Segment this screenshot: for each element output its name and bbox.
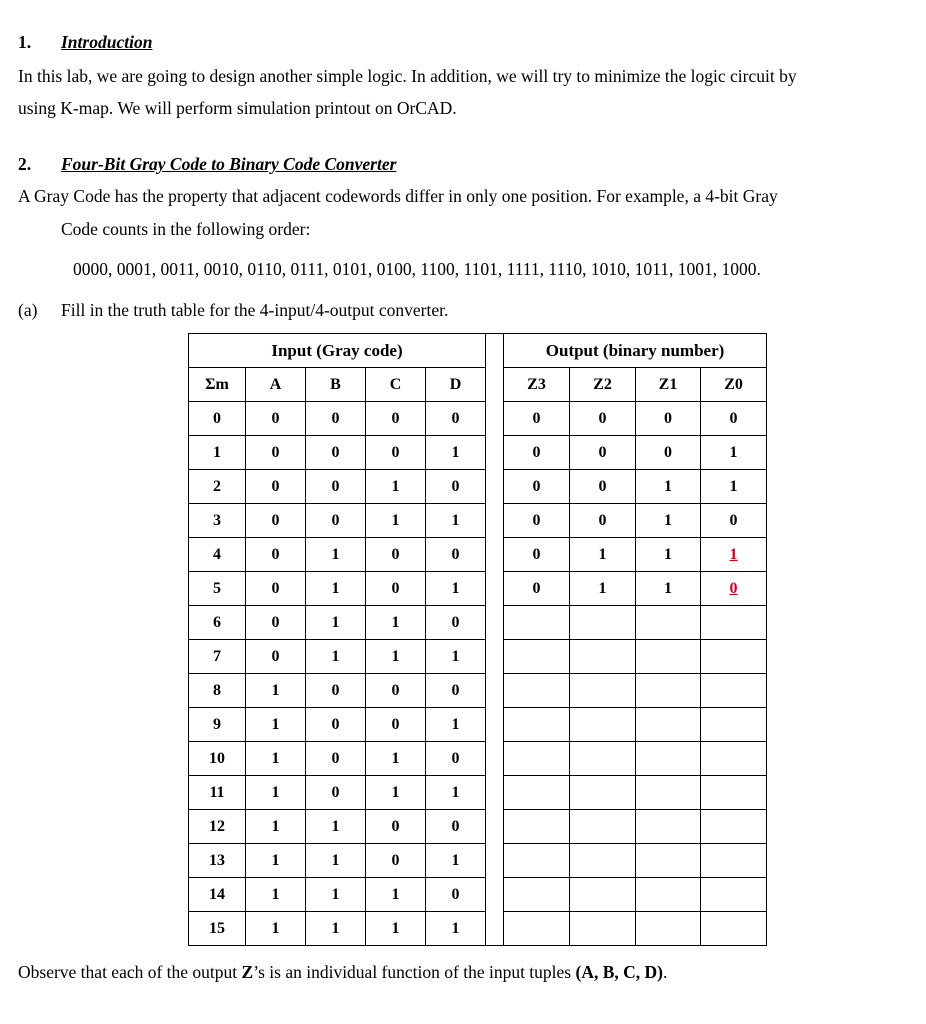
cell-z0: 0 xyxy=(701,572,767,606)
cell-b: 0 xyxy=(306,470,366,504)
cell-z0 xyxy=(701,776,767,810)
cell-m: 9 xyxy=(189,708,246,742)
cell-z1: 0 xyxy=(636,436,701,470)
cell-a: 1 xyxy=(246,878,306,912)
cell-z3: 0 xyxy=(504,402,570,436)
table-row xyxy=(189,742,767,776)
cell-z3 xyxy=(504,878,570,912)
cell-m: 6 xyxy=(189,606,246,640)
table-row xyxy=(189,436,767,470)
cell-z0: 0 xyxy=(701,402,767,436)
cell-a: 0 xyxy=(246,402,306,436)
cell-z0: 1 xyxy=(701,436,767,470)
cell-m: 7 xyxy=(189,640,246,674)
cell-a: 0 xyxy=(246,436,306,470)
table-row xyxy=(189,810,767,844)
cell-z1 xyxy=(636,742,701,776)
cell-z0: 1 xyxy=(701,538,767,572)
cell-z3 xyxy=(504,674,570,708)
cell-m: 11 xyxy=(189,776,246,810)
cell-z2 xyxy=(570,708,636,742)
table-row xyxy=(189,912,767,946)
cell-z2: 1 xyxy=(570,572,636,606)
gray-code-paragraph-line-1: A Gray Code has the property that adjacent codewords differ in only one position. For example, a 4-bit Gray xyxy=(18,186,778,206)
cell-z2 xyxy=(570,674,636,708)
table-separator xyxy=(486,334,504,946)
cell-b: 1 xyxy=(306,912,366,946)
cell-z2: 0 xyxy=(570,470,636,504)
cell-z0: 0 xyxy=(701,504,767,538)
intro-paragraph-line-1: In this lab, we are going to design another simple logic. In addition, we will try to minimize the logic circuit by xyxy=(18,66,797,86)
cell-d: 0 xyxy=(426,538,486,572)
table-column-header-row xyxy=(189,368,767,402)
cell-m: 14 xyxy=(189,878,246,912)
cell-m: 0 xyxy=(189,402,246,436)
cell-c: 0 xyxy=(366,436,426,470)
table-group-header-row xyxy=(189,334,767,368)
cell-z2: 0 xyxy=(570,504,636,538)
cell-c: 0 xyxy=(366,572,426,606)
part-a-instruction xyxy=(18,300,448,321)
column-header-a: A xyxy=(246,368,306,402)
cell-a: 1 xyxy=(246,844,306,878)
cell-d: 0 xyxy=(426,402,486,436)
cell-z2 xyxy=(570,742,636,776)
cell-b: 0 xyxy=(306,742,366,776)
cell-z2 xyxy=(570,844,636,878)
cell-z3 xyxy=(504,742,570,776)
cell-z0 xyxy=(701,844,767,878)
cell-z1: 1 xyxy=(636,572,701,606)
cell-m: 15 xyxy=(189,912,246,946)
table-row xyxy=(189,844,767,878)
cell-m: 12 xyxy=(189,810,246,844)
cell-m: 5 xyxy=(189,572,246,606)
cell-z1: 1 xyxy=(636,538,701,572)
cell-c: 0 xyxy=(366,402,426,436)
cell-z3: 0 xyxy=(504,504,570,538)
observation-text-mid: ’s is an individual function of the input tuples xyxy=(253,962,576,982)
table-row xyxy=(189,572,767,606)
cell-c: 1 xyxy=(366,742,426,776)
observation-tuple: (A, B, C, D) xyxy=(575,962,663,982)
cell-c: 1 xyxy=(366,470,426,504)
cell-b: 1 xyxy=(306,606,366,640)
cell-z2 xyxy=(570,810,636,844)
cell-z0: 1 xyxy=(701,470,767,504)
cell-a: 0 xyxy=(246,504,306,538)
cell-d: 0 xyxy=(426,810,486,844)
cell-z2 xyxy=(570,878,636,912)
table-row xyxy=(189,708,767,742)
cell-z3 xyxy=(504,844,570,878)
cell-z3: 0 xyxy=(504,470,570,504)
column-header-b: B xyxy=(306,368,366,402)
cell-m: 10 xyxy=(189,742,246,776)
cell-b: 1 xyxy=(306,844,366,878)
cell-z1: 0 xyxy=(636,402,701,436)
cell-z3 xyxy=(504,640,570,674)
table-row xyxy=(189,402,767,436)
cell-a: 1 xyxy=(246,708,306,742)
observation-text-end: . xyxy=(663,962,668,982)
cell-d: 0 xyxy=(426,470,486,504)
cell-z3 xyxy=(504,912,570,946)
cell-c: 1 xyxy=(366,878,426,912)
table-row xyxy=(189,606,767,640)
cell-m: 2 xyxy=(189,470,246,504)
cell-m: 3 xyxy=(189,504,246,538)
cell-d: 1 xyxy=(426,640,486,674)
table-row xyxy=(189,538,767,572)
cell-m: 13 xyxy=(189,844,246,878)
cell-a: 0 xyxy=(246,640,306,674)
cell-z1 xyxy=(636,674,701,708)
cell-d: 1 xyxy=(426,436,486,470)
column-header-d: D xyxy=(426,368,486,402)
cell-b: 0 xyxy=(306,504,366,538)
table-row xyxy=(189,878,767,912)
cell-a: 0 xyxy=(246,470,306,504)
cell-z1 xyxy=(636,776,701,810)
table-row xyxy=(189,504,767,538)
cell-z3 xyxy=(504,606,570,640)
cell-b: 1 xyxy=(306,538,366,572)
section-1-title: Introduction xyxy=(61,32,153,52)
cell-b: 1 xyxy=(306,878,366,912)
table-row xyxy=(189,640,767,674)
cell-d: 0 xyxy=(426,674,486,708)
cell-z3 xyxy=(504,708,570,742)
cell-b: 1 xyxy=(306,640,366,674)
cell-c: 1 xyxy=(366,504,426,538)
cell-c: 0 xyxy=(366,538,426,572)
cell-z1 xyxy=(636,810,701,844)
gray-code-sequence: 0000, 0001, 0011, 0010, 0110, 0111, 0101, 0100, 1100, 1101, 1111, 1110, 1010, 1011, 1001, 1000. xyxy=(73,259,761,279)
cell-z2 xyxy=(570,776,636,810)
cell-z0 xyxy=(701,708,767,742)
cell-c: 0 xyxy=(366,810,426,844)
column-header-z1: Z1 xyxy=(636,368,701,402)
cell-z2 xyxy=(570,606,636,640)
cell-a: 1 xyxy=(246,776,306,810)
cell-c: 0 xyxy=(366,844,426,878)
observation-text-start: Observe that each of the output xyxy=(18,962,242,982)
input-group-header: Input (Gray code) xyxy=(189,334,486,368)
cell-z2 xyxy=(570,640,636,674)
cell-m: 4 xyxy=(189,538,246,572)
cell-z1: 1 xyxy=(636,504,701,538)
cell-b: 0 xyxy=(306,436,366,470)
cell-z2: 0 xyxy=(570,402,636,436)
cell-z1 xyxy=(636,708,701,742)
section-1-number: 1. xyxy=(18,32,32,52)
cell-z0 xyxy=(701,674,767,708)
cell-c: 1 xyxy=(366,912,426,946)
cell-d: 1 xyxy=(426,708,486,742)
cell-b: 0 xyxy=(306,402,366,436)
cell-c: 1 xyxy=(366,606,426,640)
section-2-heading xyxy=(18,154,396,175)
truth-table xyxy=(188,333,767,946)
cell-c: 0 xyxy=(366,708,426,742)
cell-z2: 0 xyxy=(570,436,636,470)
cell-z1: 1 xyxy=(636,470,701,504)
cell-z3 xyxy=(504,776,570,810)
cell-d: 1 xyxy=(426,912,486,946)
cell-a: 1 xyxy=(246,742,306,776)
cell-a: 1 xyxy=(246,912,306,946)
cell-z0 xyxy=(701,606,767,640)
table-row xyxy=(189,776,767,810)
cell-d: 0 xyxy=(426,878,486,912)
cell-c: 1 xyxy=(366,776,426,810)
cell-b: 0 xyxy=(306,674,366,708)
section-2-number: 2. xyxy=(18,154,32,174)
cell-a: 0 xyxy=(246,606,306,640)
cell-z1 xyxy=(636,912,701,946)
cell-d: 0 xyxy=(426,606,486,640)
output-group-header: Output (binary number) xyxy=(504,334,767,368)
cell-z0 xyxy=(701,810,767,844)
section-1-heading xyxy=(18,32,152,53)
cell-z0 xyxy=(701,912,767,946)
cell-a: 1 xyxy=(246,674,306,708)
cell-m: 1 xyxy=(189,436,246,470)
column-header-z3: Z3 xyxy=(504,368,570,402)
cell-z3: 0 xyxy=(504,436,570,470)
part-a-text: Fill in the truth table for the 4-input/4-output converter. xyxy=(61,300,449,320)
cell-z1 xyxy=(636,606,701,640)
cell-b: 0 xyxy=(306,708,366,742)
cell-b: 1 xyxy=(306,572,366,606)
cell-z0 xyxy=(701,742,767,776)
cell-b: 1 xyxy=(306,810,366,844)
cell-z2 xyxy=(570,912,636,946)
cell-z1 xyxy=(636,640,701,674)
section-2-title: Four-Bit Gray Code to Binary Code Converter xyxy=(61,154,397,174)
cell-z3: 0 xyxy=(504,538,570,572)
column-header-z0: Z0 xyxy=(701,368,767,402)
table-row xyxy=(189,470,767,504)
cell-a: 0 xyxy=(246,538,306,572)
cell-d: 1 xyxy=(426,844,486,878)
cell-b: 0 xyxy=(306,776,366,810)
cell-c: 1 xyxy=(366,640,426,674)
cell-z1 xyxy=(636,844,701,878)
gray-code-paragraph-line-2: Code counts in the following order: xyxy=(61,219,311,239)
cell-a: 0 xyxy=(246,572,306,606)
observation-sentence xyxy=(18,962,667,983)
cell-c: 0 xyxy=(366,674,426,708)
column-header-sum-m: Σm xyxy=(189,368,246,402)
cell-d: 0 xyxy=(426,742,486,776)
column-header-c: C xyxy=(366,368,426,402)
table-row xyxy=(189,674,767,708)
part-a-label: (a) xyxy=(18,300,38,320)
cell-z0 xyxy=(701,640,767,674)
cell-z2: 1 xyxy=(570,538,636,572)
cell-d: 1 xyxy=(426,776,486,810)
intro-paragraph-line-2: using K-map. We will perform simulation printout on OrCAD. xyxy=(18,98,457,118)
cell-d: 1 xyxy=(426,504,486,538)
observation-z-label: Z xyxy=(241,962,254,982)
cell-m: 8 xyxy=(189,674,246,708)
cell-a: 1 xyxy=(246,810,306,844)
cell-z1 xyxy=(636,878,701,912)
cell-z0 xyxy=(701,878,767,912)
column-header-z2: Z2 xyxy=(570,368,636,402)
cell-z3 xyxy=(504,810,570,844)
cell-z3: 0 xyxy=(504,572,570,606)
cell-d: 1 xyxy=(426,572,486,606)
